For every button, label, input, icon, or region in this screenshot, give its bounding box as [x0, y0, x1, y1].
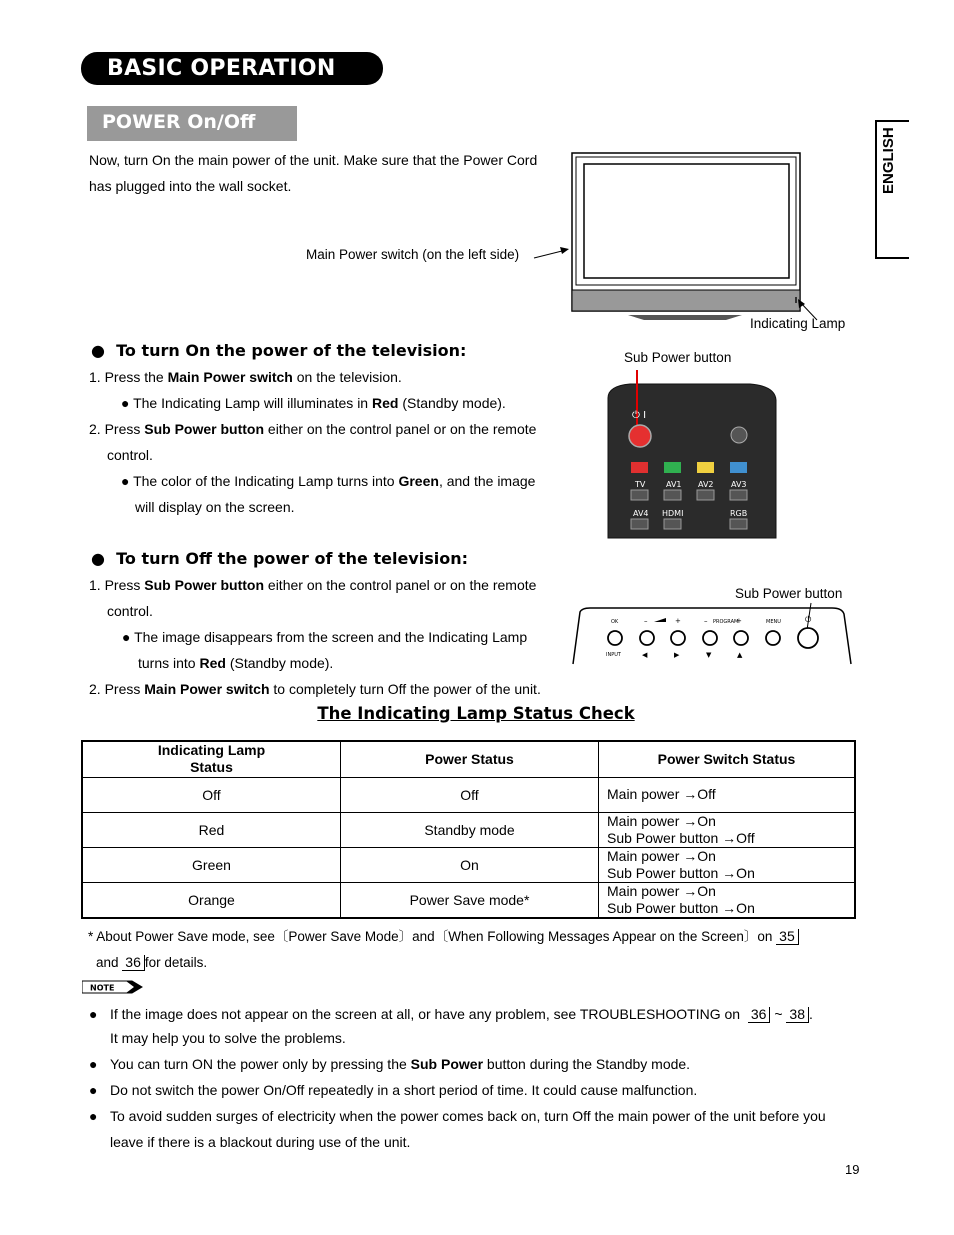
table-row — [82, 882, 855, 918]
header-lamp-status — [82, 741, 341, 777]
lamp-cell: Off — [82, 777, 341, 812]
switch-cell — [599, 882, 856, 918]
panel-prog-plus-icon: + — [736, 617, 742, 625]
right-arrow-icon: ▶ — [674, 651, 680, 659]
red-term: Red — [199, 655, 226, 671]
header-text: Indicating Lamp — [157, 742, 266, 759]
note-item: ● You can turn ON the power only by pressing the Sub Power button during the Standby mode. — [89, 1056, 691, 1072]
tv-speaker-bar — [572, 290, 800, 311]
switch-line: Sub Power button →Off — [607, 829, 755, 846]
turn-on-step-2-sub: ● The color of the Indicating Lamp turns into Green, and the image — [121, 473, 536, 489]
text: 1. Press — [89, 577, 145, 593]
power-symbol-icon: ⏻ I — [632, 410, 647, 421]
text: The image disappears from the screen and the Indicating Lamp — [134, 629, 528, 645]
text: and — [96, 955, 119, 970]
text: ~ — [774, 1006, 783, 1022]
text: * About Power Save mode, see〔Power Save Mode〕and〔When Following Messages Appear on the Screen〕on — [88, 929, 773, 944]
switch-cell — [599, 812, 856, 847]
remote-label-hdmi: HDMI — [662, 509, 684, 518]
text: either on the control panel or on the remote — [264, 421, 537, 437]
main-switch-arrow-icon — [560, 247, 569, 254]
switch-line: Main power →On — [607, 812, 716, 829]
panel-prog-minus-icon: – — [704, 617, 708, 625]
switch-line: Main power →On — [607, 847, 716, 864]
remote-label-rgb: RGB — [730, 509, 748, 518]
table-row — [82, 847, 855, 882]
power-cell: Off — [341, 777, 599, 812]
panel-label-menu: MENU — [766, 619, 781, 625]
remote-label-av2: AV2 — [698, 480, 714, 489]
main-power-switch-term: Main Power switch — [167, 369, 293, 385]
notes-list — [89, 1001, 869, 1155]
note-badge-text: NOTE — [90, 983, 115, 993]
turn-on-heading: ● To turn On the power of the television: — [91, 341, 467, 360]
sub-power-term: Sub Power — [410, 1056, 484, 1072]
text: The color of the Indicating Lamp turns into — [133, 473, 399, 489]
remote-input-button — [731, 427, 747, 443]
remote-av4-key — [631, 519, 648, 529]
text: turns into — [138, 655, 200, 671]
turn-on-step-2 — [89, 416, 559, 442]
power-cell: Power Save mode* — [341, 882, 599, 918]
text: to completely turn Off the power of the unit. — [269, 681, 541, 697]
page-ref-link[interactable]: 36 — [748, 1007, 771, 1023]
lamp-caption: Indicating Lamp — [750, 316, 846, 331]
table-row — [82, 777, 855, 812]
table-title: The Indicating Lamp Status Check — [317, 704, 635, 723]
panel-sub-power-caption: Sub Power button — [735, 586, 843, 601]
text: either on the control panel or on the remote — [264, 577, 537, 593]
remote-blue-key — [730, 462, 747, 473]
header-switch-status: Power Switch Status — [599, 741, 856, 777]
switch-line: Sub Power button →On — [607, 864, 755, 881]
main-power-switch-term: Main Power switch — [144, 681, 270, 697]
power-symbol-icon: ⏻ — [805, 615, 812, 624]
turn-off-step-1 — [89, 572, 569, 598]
indicating-lamp-icon — [795, 297, 797, 303]
footnote — [88, 924, 868, 976]
panel-plus-icon: + — [675, 617, 681, 625]
language-tab-label: ENGLISH — [880, 127, 897, 194]
remote-av3-key — [730, 490, 747, 500]
subsection-header — [87, 106, 297, 141]
panel-minus-icon: – — [644, 617, 648, 625]
turn-off-heading-text: To turn Off the power of the television: — [116, 549, 469, 568]
page-ref-link[interactable]: 38 — [786, 1007, 809, 1023]
subsection-title: POWER On/Off — [102, 111, 256, 133]
note-item: ● Do not switch the power On/Off repeatedly in a short period of time. It could cause malfunction. — [89, 1082, 698, 1098]
section-header-bar — [81, 52, 383, 85]
panel-label-input: INPUT — [606, 652, 621, 658]
panel-menu-button — [766, 631, 780, 645]
text: will display on the screen. — [135, 499, 295, 515]
remote-sub-power-caption: Sub Power button — [624, 350, 732, 365]
lamp-cell: Green — [82, 847, 341, 882]
table-title-wrap — [0, 704, 954, 724]
text: on the television. — [292, 369, 402, 385]
down-arrow-icon: ▼ — [706, 651, 712, 659]
intro-text — [89, 147, 537, 199]
lamp-status-table — [81, 740, 856, 919]
lamp-cell: Orange — [82, 882, 341, 918]
main-switch-caption: Main Power switch (on the left side) — [306, 247, 520, 262]
text: 2. Press — [89, 421, 145, 437]
note-badge — [82, 980, 144, 994]
remote-label-av3: AV3 — [731, 480, 747, 489]
remote-label-tv: TV — [635, 480, 646, 489]
table-header-row — [82, 741, 855, 777]
turn-off-step-1-sub: ● The image disappears from the screen and the Indicating Lamp — [122, 629, 528, 645]
power-cell: On — [341, 847, 599, 882]
panel-prog-up-button — [734, 631, 748, 645]
text: (Standby mode). — [398, 395, 506, 411]
panel-label-program: PROGRAM — [713, 619, 739, 625]
text: . — [808, 1006, 813, 1022]
turn-on-step-1 — [89, 364, 559, 390]
remote-tv-key — [631, 490, 648, 500]
turn-off-step-2 — [89, 676, 569, 702]
page-number: 19 — [845, 1162, 860, 1177]
text: control. — [107, 447, 153, 463]
remote-label-av1: AV1 — [666, 480, 682, 489]
panel-sub-power-button — [798, 628, 818, 648]
text: control. — [107, 603, 153, 619]
left-arrow-icon: ◀ — [642, 651, 648, 659]
intro-line-1: Now, turn On the main power of the unit. Make sure that the Power Cord — [89, 152, 538, 168]
sub-power-term: Sub Power button — [144, 421, 265, 437]
turn-on-step-1-sub: ● The Indicating Lamp will illuminates in Red (Standby mode). — [121, 395, 506, 411]
text: , and the image — [438, 473, 536, 489]
remote-sub-power-button — [629, 425, 651, 447]
panel-ok-button — [608, 631, 622, 645]
turn-on-heading-text: To turn On the power of the television: — [116, 341, 467, 360]
remote-av1-key — [664, 490, 681, 500]
language-tab — [875, 120, 909, 259]
page-title: BASIC OPERATION — [107, 56, 336, 81]
footnote-line-1 — [88, 924, 868, 950]
remote-green-key — [664, 462, 681, 473]
footnote-line-2 — [88, 950, 868, 976]
remote-av2-key — [697, 490, 714, 500]
text: The Indicating Lamp will illuminates in — [133, 395, 372, 411]
remote-rgb-key — [730, 519, 747, 529]
page-ref-link[interactable]: 35 — [776, 929, 799, 945]
green-term: Green — [398, 473, 439, 489]
note-item: ● To avoid sudden surges of electricity when the power comes back on, turn Off the main power of the unit before you — [89, 1108, 826, 1124]
remote-label-av4: AV4 — [633, 509, 649, 518]
panel-vol-up-button — [671, 631, 685, 645]
panel-label-ok: OK — [611, 619, 619, 625]
header-text: Status — [190, 759, 233, 776]
table-row — [82, 812, 855, 847]
switch-cell — [599, 777, 856, 812]
panel-vol-down-button — [640, 631, 654, 645]
control-panel-illustration — [570, 600, 855, 668]
tv-screen — [584, 164, 789, 278]
switch-cell — [599, 847, 856, 882]
text: It may help you to solve the problems. — [110, 1030, 346, 1046]
tv-stand — [628, 315, 742, 320]
text: If the image does not appear on the screen at all, or have any problem, see TROUBLESHOOTING on — [110, 1006, 741, 1022]
red-term: Red — [371, 395, 399, 411]
note-item: ● If the image does not appear on the screen at all, or have any problem, see TROUBLESHOOTING on 36 ~ 38 . — [89, 1006, 813, 1022]
remote-yellow-key — [697, 462, 714, 473]
intro-line-2: has plugged into the wall socket. — [89, 178, 292, 194]
text: 1. Press the — [89, 369, 168, 385]
panel-prog-down-button — [703, 631, 717, 645]
remote-red-key — [631, 462, 648, 473]
switch-line: Main power →On — [607, 882, 716, 899]
text: (Standby mode). — [225, 655, 334, 671]
switch-line: Sub Power button →On — [607, 899, 755, 916]
turn-off-steps — [89, 572, 569, 702]
header-power-status: Power Status — [341, 741, 599, 777]
sub-power-term: Sub Power button — [144, 577, 265, 593]
page-ref-link[interactable]: 36 — [122, 955, 145, 971]
turn-off-step-1-sub-2 — [89, 650, 569, 676]
turn-on-steps — [89, 364, 559, 520]
text: You can turn ON the power only by pressing the — [110, 1056, 411, 1072]
up-arrow-icon: ▲ — [737, 651, 743, 659]
lamp-cell: Red — [82, 812, 341, 847]
text: button during the Standby mode. — [483, 1056, 691, 1072]
remote-illustration — [600, 368, 785, 540]
text: Do not switch the power On/Off repeatedly in a short period of time. It could cause malfunction. — [110, 1082, 698, 1098]
remote-hdmi-key — [664, 519, 681, 529]
switch-line: Main power →Off — [607, 786, 716, 802]
text: for details. — [144, 955, 208, 970]
power-cell: Standby mode — [341, 812, 599, 847]
turn-off-heading: ● To turn Off the power of the television: — [91, 549, 469, 568]
text: To avoid sudden surges of electricity when the power comes back on, turn Off the main power of the unit before you — [110, 1108, 826, 1124]
tv-illustration — [520, 150, 860, 335]
text: leave if there is a blackout during use of the unit. — [110, 1134, 411, 1150]
text: 2. Press — [89, 681, 145, 697]
